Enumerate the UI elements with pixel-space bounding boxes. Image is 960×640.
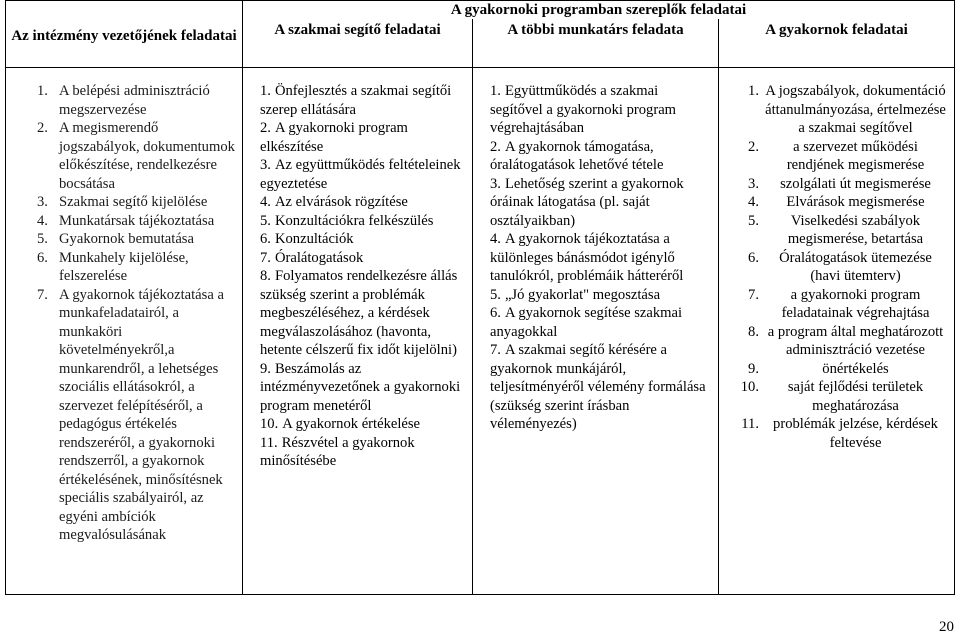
list-item xyxy=(490,175,708,231)
colleagues-task-list xyxy=(490,82,708,434)
list-item xyxy=(729,360,946,379)
list-item xyxy=(37,193,236,212)
item-text: Lehetőség szerint a gyakornok óráinak látogatása (pl. saját osztályaikban) xyxy=(490,175,684,229)
mentor-task-list xyxy=(260,82,462,471)
list-item xyxy=(490,341,708,434)
item-text: Elvárások megismerése xyxy=(786,194,925,210)
list-item xyxy=(260,415,462,434)
item-text: A gyakornok tájékoztatása a munkafeladatairól, a munkaköri követelményekről,a munkarendről, a lehetséges szociális ellátásokról, a szervezet felépítéséről, a pedagógus értékelés rendszeréről, a gyakornoki rendszerről, a gyakornok értékelésének, minősítésnek speciális szabályairól, az egyéni ambíciók megvalósulásának xyxy=(59,286,224,543)
item-number: 5. xyxy=(490,286,501,303)
list-item xyxy=(490,286,708,305)
colleagues-tasks-cell xyxy=(473,68,719,595)
main-header-label: A gyakornoki programban szereplők feladatai xyxy=(450,2,747,18)
list-item xyxy=(729,193,946,212)
list-item xyxy=(260,249,462,268)
item-text: Munkatársak tájékoztatása xyxy=(59,212,215,229)
list-item xyxy=(729,249,946,286)
list-item xyxy=(260,360,462,416)
item-number: 1. xyxy=(37,83,48,99)
item-number: 2. xyxy=(490,138,501,155)
director-tasks-cell xyxy=(6,68,243,595)
column-header-mentor xyxy=(243,19,473,68)
page-number: 20 xyxy=(939,619,954,635)
item-number: 1. xyxy=(748,83,759,99)
list-item xyxy=(260,156,462,193)
trainee-tasks-cell xyxy=(719,68,955,595)
item-text: problémák jelzése, kérdések feltevése xyxy=(773,416,938,451)
item-number: 10. xyxy=(260,416,279,432)
item-number: 4. xyxy=(748,194,759,210)
list-item xyxy=(729,138,946,175)
list-item xyxy=(729,415,946,452)
director-task-list xyxy=(37,82,236,545)
item-number: 10. xyxy=(740,379,759,395)
item-text: A gyakornok támogatása, óralátogatások lehetővé tétele xyxy=(490,138,664,173)
list-item xyxy=(37,82,236,119)
item-number: 1. xyxy=(490,83,501,99)
item-text: saját fejlődési területek meghatározása xyxy=(787,379,924,414)
item-number: 5. xyxy=(260,212,271,229)
item-text: Munkahely kijelölése, felszerelése xyxy=(59,249,189,284)
item-number: 8. xyxy=(260,268,271,284)
item-text: Szakmai segítő kijelölése xyxy=(59,194,208,210)
list-item xyxy=(37,230,236,249)
item-text: A megismerendő jogszabályok, dokumentumok előkészítése, rendelkezésre bocsátása xyxy=(59,120,235,192)
roles-table xyxy=(5,0,955,595)
item-number: 3. xyxy=(37,194,48,210)
list-item xyxy=(490,138,708,175)
column-header-trainee xyxy=(719,19,955,68)
item-text: A gyakornok értékelése xyxy=(282,416,421,432)
item-number: 2. xyxy=(37,120,48,136)
item-number: 7. xyxy=(260,249,271,266)
list-item xyxy=(37,119,236,193)
item-text: Részvétel a gyakornok minősítésébe xyxy=(260,434,415,469)
item-text: Konzultációk xyxy=(274,231,354,247)
list-item xyxy=(729,323,946,360)
item-text: Viselkedési szabályok megismerése, betartása xyxy=(787,212,924,247)
item-number: 6. xyxy=(748,249,759,266)
item-text: a szervezet működési rendjének megismerése xyxy=(786,138,925,173)
item-text: Gyakornok bemutatása xyxy=(59,231,194,247)
list-item xyxy=(37,212,236,231)
item-number: 2. xyxy=(748,138,759,155)
column-header-trainee-label: A gyakornok feladatai xyxy=(765,22,908,38)
list-item xyxy=(37,286,236,545)
item-number: 6. xyxy=(490,305,501,321)
item-number: 7. xyxy=(37,286,48,303)
item-text: Együttműködés a szakmai segítővel a gyakornoki program végrehajtásában xyxy=(490,83,677,136)
item-text: Óralátogatások ütemezése (havi ütemterv) xyxy=(779,249,932,284)
list-item xyxy=(729,82,946,138)
list-item xyxy=(729,378,946,415)
list-item xyxy=(260,193,462,212)
item-text: A gyakornok segítése szakmai anyagokkal xyxy=(490,305,683,340)
item-text: Az együttműködés feltételeinek egyeztetése xyxy=(260,157,461,192)
trainee-task-list xyxy=(729,82,946,452)
item-number: 4. xyxy=(260,194,271,210)
list-item xyxy=(260,230,462,249)
item-text: A belépési adminisztráció megszervezése xyxy=(59,83,210,118)
list-item xyxy=(260,434,462,471)
item-number: 9. xyxy=(748,360,759,377)
list-item xyxy=(729,212,946,249)
item-text: a gyakornoki program feladatainak végrehajtása xyxy=(781,286,930,321)
item-text: Az elvárások rögzítése xyxy=(274,194,408,210)
item-text: A jogszabályok, dokumentáció áttanulmányozása, értelmezése a szakmai segítővel xyxy=(765,83,946,136)
item-number: 7. xyxy=(490,342,501,358)
item-text: Óralátogatások xyxy=(274,249,364,266)
item-text: Folyamatos rendelkezésre állás szükség szerint a problémák megbeszéléséhez, a kérdések megválaszolásához (havonta, hetente célszerű fix időt kijelölni) xyxy=(260,268,458,358)
column-header-colleagues xyxy=(473,19,719,68)
item-text: Konzultációkra felkészülés xyxy=(274,212,434,229)
column-header-colleagues-label: A többi munkatárs feladata xyxy=(507,22,684,38)
list-item xyxy=(729,286,946,323)
list-item xyxy=(490,82,708,138)
list-item xyxy=(260,119,462,156)
item-text: Önfejlesztés a szakmai segítői szerep ellátására xyxy=(260,83,452,118)
item-number: 6. xyxy=(37,249,48,266)
column-header-mentor-label: A szakmai segítő feladatai xyxy=(274,22,441,38)
item-number: 3. xyxy=(748,175,759,192)
list-item xyxy=(490,230,708,286)
list-item xyxy=(260,212,462,231)
item-text: a program által meghatározott adminisztráció vezetése xyxy=(767,323,944,358)
item-number: 7. xyxy=(748,286,759,303)
list-item xyxy=(37,249,236,286)
list-item xyxy=(490,304,708,341)
column-header-director-label: Az intézmény vezetőjének feladatai xyxy=(11,27,237,44)
item-number: 11. xyxy=(260,434,278,451)
item-number: 5. xyxy=(37,231,48,247)
item-text: A szakmai segítő kérésére a gyakornok munkájáról, teljesítményéről vélemény formálása (szükség szerint írásban véleményezés) xyxy=(490,342,706,432)
item-text: önértékelés xyxy=(822,360,889,377)
mentor-tasks-cell xyxy=(243,68,473,595)
list-item xyxy=(260,267,462,360)
item-number: 9. xyxy=(260,360,271,377)
item-number: 3. xyxy=(490,175,501,192)
item-text: A gyakornoki program elkészítése xyxy=(260,120,408,155)
item-number: 11. xyxy=(741,416,759,432)
main-header xyxy=(243,1,955,20)
item-text: Beszámolás az intézményvezetőnek a gyakornoki program menetéről xyxy=(260,360,461,414)
item-number: 1. xyxy=(260,83,271,99)
item-text: szolgálati út megismerése xyxy=(780,175,931,192)
item-number: 6. xyxy=(260,231,271,247)
item-number: 4. xyxy=(490,231,501,247)
item-number: 2. xyxy=(260,120,271,136)
item-number: 3. xyxy=(260,157,271,173)
column-header-director xyxy=(6,1,243,68)
list-item xyxy=(260,82,462,119)
item-number: 5. xyxy=(748,212,759,229)
item-text: A gyakornok tájékoztatása a különleges bánásmódot igénylő tanulókról, problémáik hátteréről xyxy=(490,231,684,284)
item-number: 8. xyxy=(748,323,759,340)
item-text: „Jó gyakorlat" megosztása xyxy=(504,286,661,303)
list-item xyxy=(729,175,946,194)
item-number: 4. xyxy=(37,212,48,229)
